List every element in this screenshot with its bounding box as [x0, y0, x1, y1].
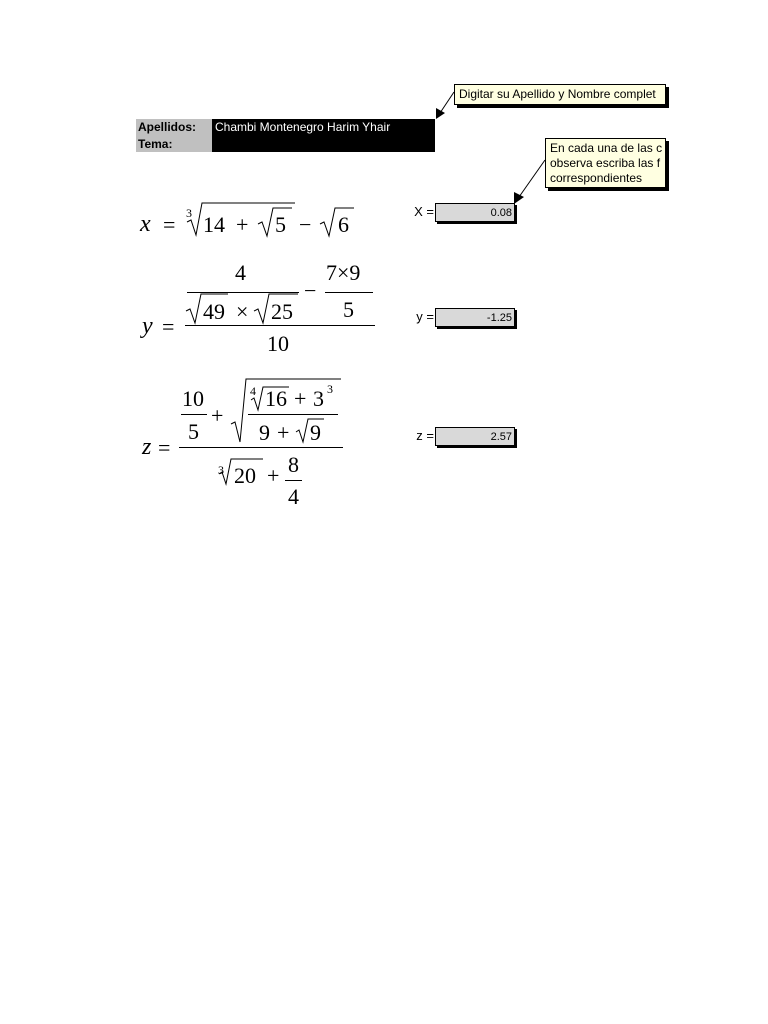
result-x-label: X = — [414, 204, 434, 219]
z-plus-3: + — [277, 420, 290, 445]
y-num-4: 4 — [235, 260, 246, 285]
x-root-index: 3 — [186, 206, 192, 220]
z-inner-root-index: 4 — [250, 384, 256, 398]
z-main-bar — [179, 447, 343, 448]
z-inner-9: 9 — [259, 420, 270, 445]
comment-arrows — [0, 0, 768, 300]
apellidos-label: Apellidos: — [136, 119, 212, 136]
z-f2-bar — [285, 480, 302, 481]
y-den-10: 10 — [267, 331, 289, 356]
result-z-cell[interactable]: 2.57 — [435, 427, 515, 446]
z-f1-den-5: 5 — [188, 419, 199, 444]
x-term-14: 14 — [203, 212, 225, 237]
z-equals: = — [158, 435, 171, 460]
y-den-5: 5 — [343, 297, 354, 322]
x-term-6: 6 — [338, 212, 349, 237]
y-var: y — [142, 313, 153, 339]
y-num-7x9: 7×9 — [326, 260, 361, 285]
tema-label: Tema: — [136, 136, 212, 152]
z-den-root-index: 3 — [218, 463, 224, 477]
z-f2-den-4: 4 — [288, 484, 299, 509]
formula-hint-line-1: En cada una de las c — [550, 141, 663, 155]
y-rad-25: 25 — [271, 299, 293, 324]
z-den-20: 20 — [234, 463, 256, 488]
z-f1-num-10: 10 — [182, 386, 204, 411]
z-inner-16: 16 — [265, 386, 287, 411]
x-plus: + — [236, 212, 249, 237]
x-var: x — [140, 211, 151, 237]
result-x-cell[interactable]: 0.08 — [435, 203, 515, 222]
x-equals: = — [163, 212, 176, 237]
x-minus: − — [299, 212, 312, 237]
y-equals: = — [162, 314, 175, 339]
apellidos-input[interactable]: Chambi Montenegro Harim Yhair — [212, 119, 435, 136]
z-inner-sqrt-9: 9 — [310, 420, 321, 445]
z-var: z — [142, 434, 152, 460]
formula-hint-line-3: correspondientes — [550, 171, 643, 185]
z-f2-num-8: 8 — [288, 452, 299, 477]
z-plus-4: + — [267, 463, 280, 488]
y-times: × — [236, 299, 249, 324]
name-hint-comment[interactable]: Digitar su Apellido y Nombre complet — [454, 84, 666, 105]
formula-hint-line-2: observa escriba las f — [550, 156, 661, 170]
y-minus: − — [304, 278, 317, 303]
z-pow-base-3: 3 — [313, 386, 324, 411]
result-z-label: z = — [416, 428, 434, 443]
result-y-cell[interactable]: -1.25 — [435, 308, 515, 327]
y-frac2-bar — [325, 292, 373, 293]
z-inner-bar — [248, 414, 338, 415]
result-y-label: y = — [416, 309, 434, 324]
z-plus-2: + — [294, 386, 307, 411]
x-term-5: 5 — [275, 212, 286, 237]
z-f1-bar — [181, 414, 207, 415]
z-plus-1: + — [211, 403, 224, 428]
z-pow-exp-3: 3 — [327, 382, 333, 396]
y-rad-49: 49 — [203, 299, 225, 324]
y-main-bar — [185, 325, 375, 326]
